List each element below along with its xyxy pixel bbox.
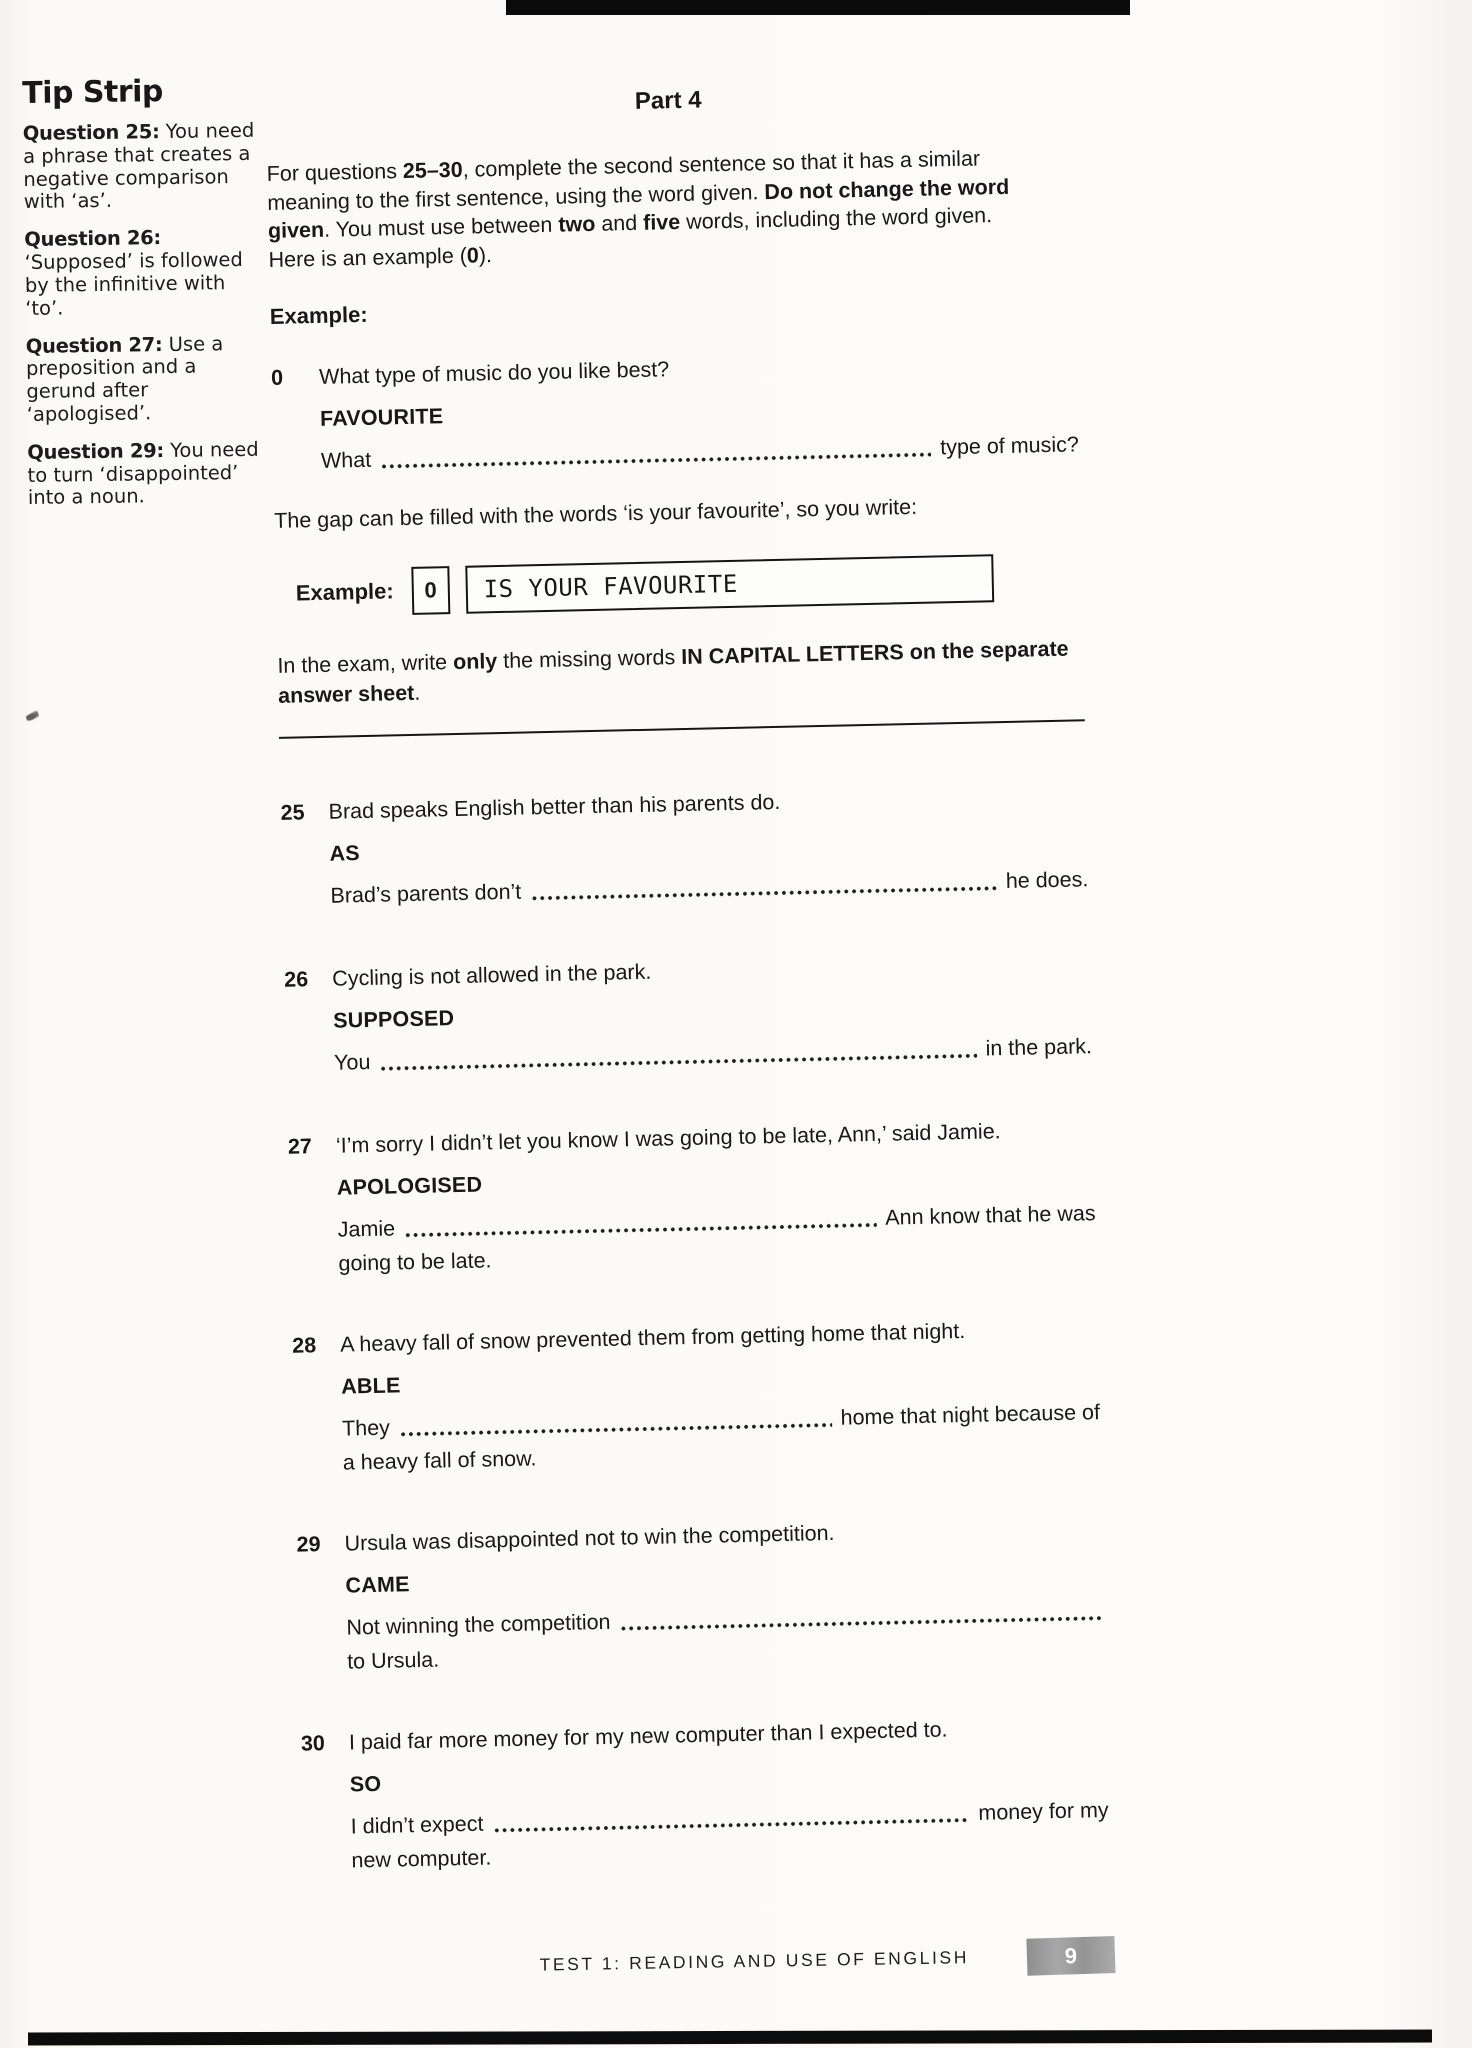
gap-suffix: he does. [1005, 867, 1089, 894]
tip-question-27 [26, 332, 267, 427]
gap-suffix: home that night because of [840, 1400, 1101, 1431]
example-heading: Example: [269, 302, 368, 330]
answer-gap [399, 1423, 832, 1436]
question-sentence: Brad speaks English better than his parents do. [328, 790, 781, 825]
question-keyword: CAME [345, 1572, 410, 1598]
gap-suffix: type of music? [939, 432, 1080, 460]
question-30 [301, 1714, 1110, 1875]
tip-question-26 [24, 226, 265, 321]
gap-suffix: money for my [978, 1798, 1109, 1826]
example-question-body [319, 349, 1079, 477]
question-number: 30 [300, 1731, 326, 1756]
page-number-badge: 9 [1026, 1936, 1115, 1976]
example-sentence: What type of music do you like best? [318, 357, 670, 390]
ink-mark-artifact [25, 710, 40, 723]
tip-text: Use a preposition and a gerund after ‘apologised’. [25, 331, 224, 426]
gap-continuation: a heavy fall of snow. [342, 1446, 537, 1475]
gap-continuation: to Ursula. [346, 1647, 440, 1674]
section-divider [279, 720, 1085, 740]
example-answer-row [275, 553, 1082, 619]
tip-label: Question 26: [24, 226, 162, 252]
question-keyword: APOLOGISED [336, 1172, 483, 1201]
question-sentence: ‘I’m sorry I didn’t let you know I was going to be late, Ann,’ said Jamie. [335, 1119, 1001, 1159]
gap-prefix: They [341, 1415, 391, 1441]
question-sentence: Ursula was disappointed not to win the competition. [344, 1521, 835, 1556]
gap-suffix: in the park. [985, 1034, 1093, 1061]
question-number: 25 [280, 800, 305, 826]
question-keyword: SO [349, 1772, 382, 1797]
tip-label: Question 29: [27, 438, 165, 464]
question-sentence: I paid far more money for my new computer than I expected to. [348, 1717, 948, 1755]
example-number-box: 0 [411, 566, 450, 615]
answer-gap [404, 1223, 876, 1237]
instructions-paragraph: For questions 25–30, complete the second sentence so that it has a similar meaning to the first sentence, using the word given. Do not change the word given. You must use between two and five words, including the word given. Here is an example (0). [266, 146, 1010, 272]
example-question-number: 0 [270, 366, 284, 391]
question-keyword: SUPPOSED [332, 1006, 455, 1034]
question-number: 27 [287, 1134, 313, 1160]
gap-prefix: Brad’s parents don’t [330, 879, 522, 909]
tip-question-29 [27, 438, 268, 510]
page-footer [265, 1937, 1116, 1989]
scan-edge-bar-top [506, 0, 1130, 15]
question-27 [288, 1117, 1097, 1278]
gap-prefix: What [320, 448, 372, 474]
tip-question-25 [23, 120, 264, 215]
tip-text: You need a phrase that creates a negative comparison with ‘as’. [22, 118, 255, 214]
gap-continuation: new computer. [351, 1845, 492, 1873]
tip-label: Question 25: [22, 120, 160, 145]
main-column [265, 78, 1111, 1931]
example-keyword: FAVOURITE [319, 404, 444, 432]
answer-gap [530, 887, 997, 901]
footer-test-label: TEST 1: READING AND USE OF ENGLISH [539, 1947, 970, 1975]
gap-prefix: You [333, 1050, 371, 1076]
question-number: 29 [296, 1532, 321, 1558]
gap-prefix: Not winning the competition [346, 1610, 611, 1640]
answer-gap [493, 1818, 970, 1832]
answer-gap [380, 453, 931, 469]
gap-prefix: I didn’t expect [350, 1812, 484, 1839]
question-gap-line [330, 866, 1088, 912]
answer-gap [379, 1054, 976, 1071]
tip-strip [22, 73, 268, 525]
gap-suffix: Ann know that he was [885, 1201, 1096, 1231]
gap-continuation: going to be late. [338, 1248, 492, 1277]
question-number: 28 [292, 1333, 317, 1359]
question-26 [284, 951, 1092, 1080]
example-answer-label: Example: [295, 578, 394, 606]
question-sentence: A heavy fall of snow prevented them from getting home that night. [340, 1319, 966, 1357]
example-question [271, 349, 1079, 478]
tip-text: You need to turn ‘disappointed’ into a noun. [27, 437, 259, 510]
question-29 [296, 1515, 1105, 1676]
question-number: 26 [284, 967, 309, 993]
question-sentence: Cycling is not allowed in the park. [332, 960, 652, 992]
question-28 [292, 1316, 1101, 1477]
gap-fill-note: The gap can be filled with the words ‘is your favourite’, so you write: [274, 495, 918, 534]
tip-label: Question 27: [25, 332, 163, 358]
question-keyword: ABLE [340, 1373, 401, 1399]
gap-prefix: Jamie [337, 1216, 396, 1243]
answer-gap [620, 1616, 1103, 1631]
tip-text: ‘Supposed’ is followed by the infinitive with ‘to’. [24, 247, 243, 320]
scan-edge-bar-bottom [28, 2030, 1432, 2046]
exam-note: In the exam, write only the missing words IN CAPITAL LETTERS on the separate answer sheet. [277, 636, 1069, 708]
example-gap-line [321, 431, 1079, 477]
tip-strip-title: Tip Strip [22, 74, 164, 111]
example-answer-box: IS YOUR FAVOURITE [465, 555, 994, 615]
question-keyword: AS [329, 841, 361, 867]
question-gap-line [334, 1033, 1092, 1079]
part-heading: Part 4 [634, 86, 702, 115]
question-25 [280, 784, 1088, 913]
